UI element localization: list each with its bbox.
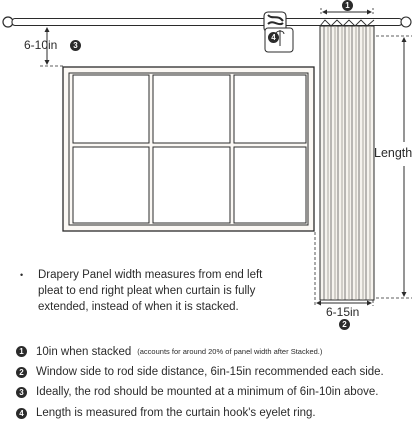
badge-1-stacked: 1 <box>342 0 353 11</box>
legend-main-1: 10in when stacked <box>36 346 132 358</box>
legend-text-3: Ideally, the rod should be mounted at a minimum of 6in-10in above. <box>36 386 379 398</box>
badge-4-hook: 4 <box>268 32 279 43</box>
legend-item-2 <box>16 363 412 382</box>
window-pane <box>153 147 230 223</box>
legend-text-2: Window side to rod side distance, 6in-15in recommended each side. <box>36 365 384 378</box>
window <box>63 67 314 231</box>
legend-small-1: (accounts for around 20% of panel width after Stacked.) <box>137 347 323 356</box>
window-pane <box>234 75 306 143</box>
badge-3-rod-gap: 3 <box>70 40 81 51</box>
rod-finial-right <box>401 17 411 27</box>
panel-width-note <box>20 267 270 315</box>
length-dimension <box>376 36 412 298</box>
rod-gap-label <box>24 38 57 52</box>
legend-item-3 <box>16 383 412 402</box>
legend-item-4 <box>16 404 412 421</box>
window-pane <box>234 147 306 223</box>
legend-badge-2: 2 <box>16 367 27 378</box>
legend-badge-1: 1 <box>16 346 27 357</box>
curtain-panel <box>320 20 374 300</box>
note-bullet: • <box>20 270 24 280</box>
window-pane <box>73 75 149 143</box>
legend-item-1 <box>16 342 412 361</box>
legend-text-1 <box>36 342 322 362</box>
length-label: Length <box>374 146 413 160</box>
legend-text-4: Length is measured from the curtain hook's eyelet ring. <box>36 406 316 419</box>
note-text: Drapery Panel width measures from end left pleat to end right pleat when curtain is fully extended, instead of when it is stacked. <box>38 269 263 313</box>
window-pane <box>153 75 230 143</box>
legend-badge-3: 3 <box>16 387 27 398</box>
badge-2-side-gap: 2 <box>339 319 350 330</box>
legend <box>16 342 412 421</box>
side-gap-label: 6-15in <box>326 305 360 319</box>
rod-gap-text: 6-10in <box>24 38 58 52</box>
window-pane <box>73 147 149 223</box>
legend-badge-4: 4 <box>16 408 27 419</box>
